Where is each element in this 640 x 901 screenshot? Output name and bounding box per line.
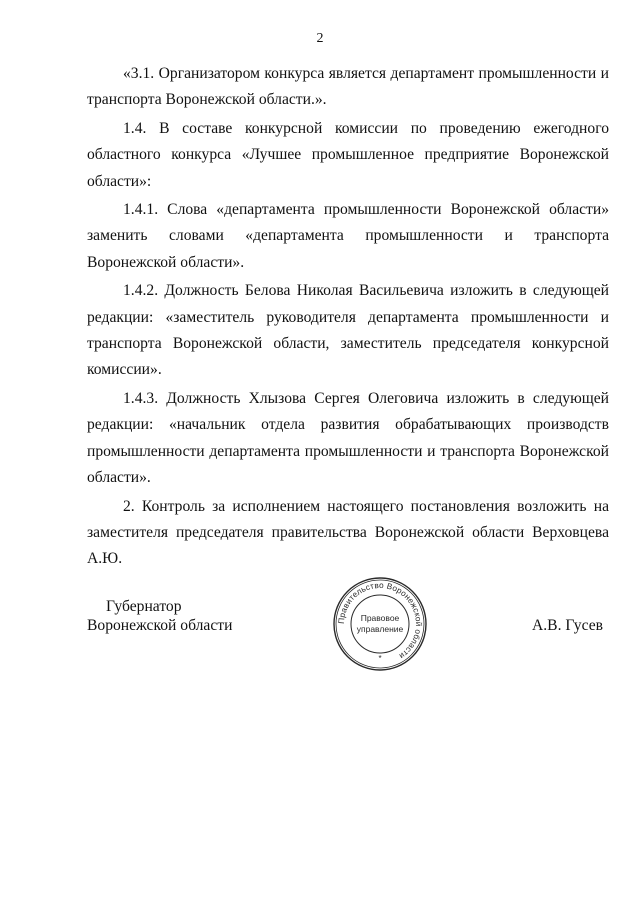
- paragraph-3-1: «3.1. Организатором конкурса является департамент промышленности и транспорта Воронежской области.».: [87, 65, 609, 109]
- page-number: 2: [316, 31, 324, 46]
- stamp-star: *: [378, 654, 382, 663]
- stamp-inner-line1: Правовое: [360, 613, 400, 623]
- signatory-name: А.В. Гусев: [532, 617, 603, 634]
- paragraph-2-control: 2. Контроль за исполнением настоящего постановления возложить на заместителя председателя правительства Воронежской области Верховцева А.Ю.: [87, 497, 609, 568]
- paragraph-1-4-2: 1.4.2. Должность Белова Николая Васильевича изложить в следующей редакции: «заместитель руководителя департамента промышленности и транспорта Воронежской области, заместитель председателя конкурсной комиссии».: [87, 282, 609, 379]
- stamp-inner-line2: управление: [356, 624, 404, 634]
- paragraph-1-4: 1.4. В составе конкурсной комиссии по проведению ежегодного областного конкурса «Лучшее промышленное предприятие Воронежской области»:: [87, 119, 609, 190]
- signatory-title-line2: Воронежской области: [87, 617, 233, 634]
- stamp-outer-text: Правительство Воронежской области: [336, 580, 424, 661]
- paragraph-1-4-1: 1.4.1. Слова «департамента промышленности Воронежской области» заменить словами «департамента промышленности и транспорта Воронежской области».: [87, 201, 609, 271]
- signature-block: [87, 580, 607, 697]
- signatory-title-line1: Губернатор: [106, 598, 182, 615]
- document-body: [87, 61, 609, 575]
- signatory-title: [87, 597, 232, 635]
- paragraph-1-4-3: 1.4.3. Должность Хлызова Сергея Олеговича изложить в следующей редакции: «начальник отдела развития обрабатывающих производств промышленности департамента промышленности и транспорта Воронежской области».: [87, 389, 609, 487]
- official-stamp: [332, 576, 428, 672]
